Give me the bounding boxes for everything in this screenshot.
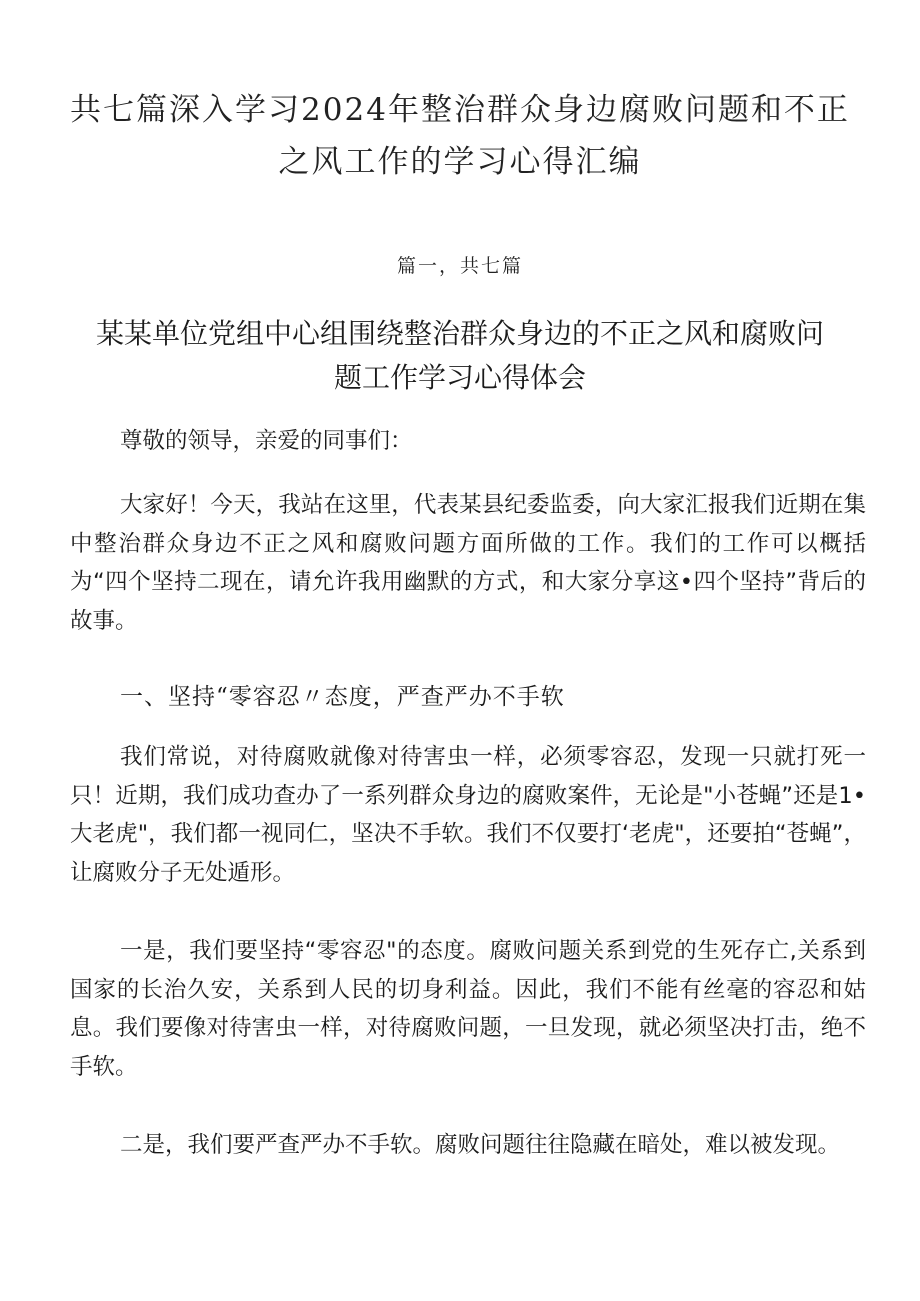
article-title: 某某单位党组中心组围绕整治群众身边的不正之风和腐败问题工作学习心得体会 [95,317,824,394]
salutation-paragraph: 尊敬的领导，亲爱的同事们： [120,428,413,454]
point-two-paragraph: 二是，我们要严查严办不手软。腐败问题往往隐藏在暗处，难以被发现。 [120,1132,841,1158]
point-one-paragraph: 一是，我们要坚持“零容忍"的态度。腐败问题关系到党的生死存亡,关系到国家的长治久安，关系到人民的切身利益。因此，我们不能有丝毫的容忍和姑息。我们要像对待害虫一样，对待腐败问题，一旦发现，就必须坚决打击，绝不手软。 [70,938,866,1080]
section-heading-1: 一、坚持“零容忍〃态度，严查严办不手软 [120,684,565,710]
body-paragraph-1: 我们常说，对待腐败就像对待害虫一样，必须零容忍，发现一只就打死一只！近期，我们成功查办了一系列群众身边的腐败案件，无论是"小苍蝇”还是1•大老虎"，我们都一视同仁，坚决不手软。我们不仅要打‘老虎"，还要拍“苍蝇”，让腐败分子无处遁形。 [70,744,866,886]
section-label: 篇一，共七篇 [396,255,523,277]
document-title: 共七篇深入学习2024年整治群众身边腐败问题和不正之风工作的学习心得汇编 [70,92,850,180]
intro-paragraph: 大家好！今天，我站在这里，代表某县纪委监委，向大家汇报我们近期在集中整治群众身边不正之风和腐败问题方面所做的工作。我们的工作可以概括为“四个坚持二现在，请允许我用幽默的方式，和大家分享这•四个坚持”背后的故事。 [70,492,866,634]
